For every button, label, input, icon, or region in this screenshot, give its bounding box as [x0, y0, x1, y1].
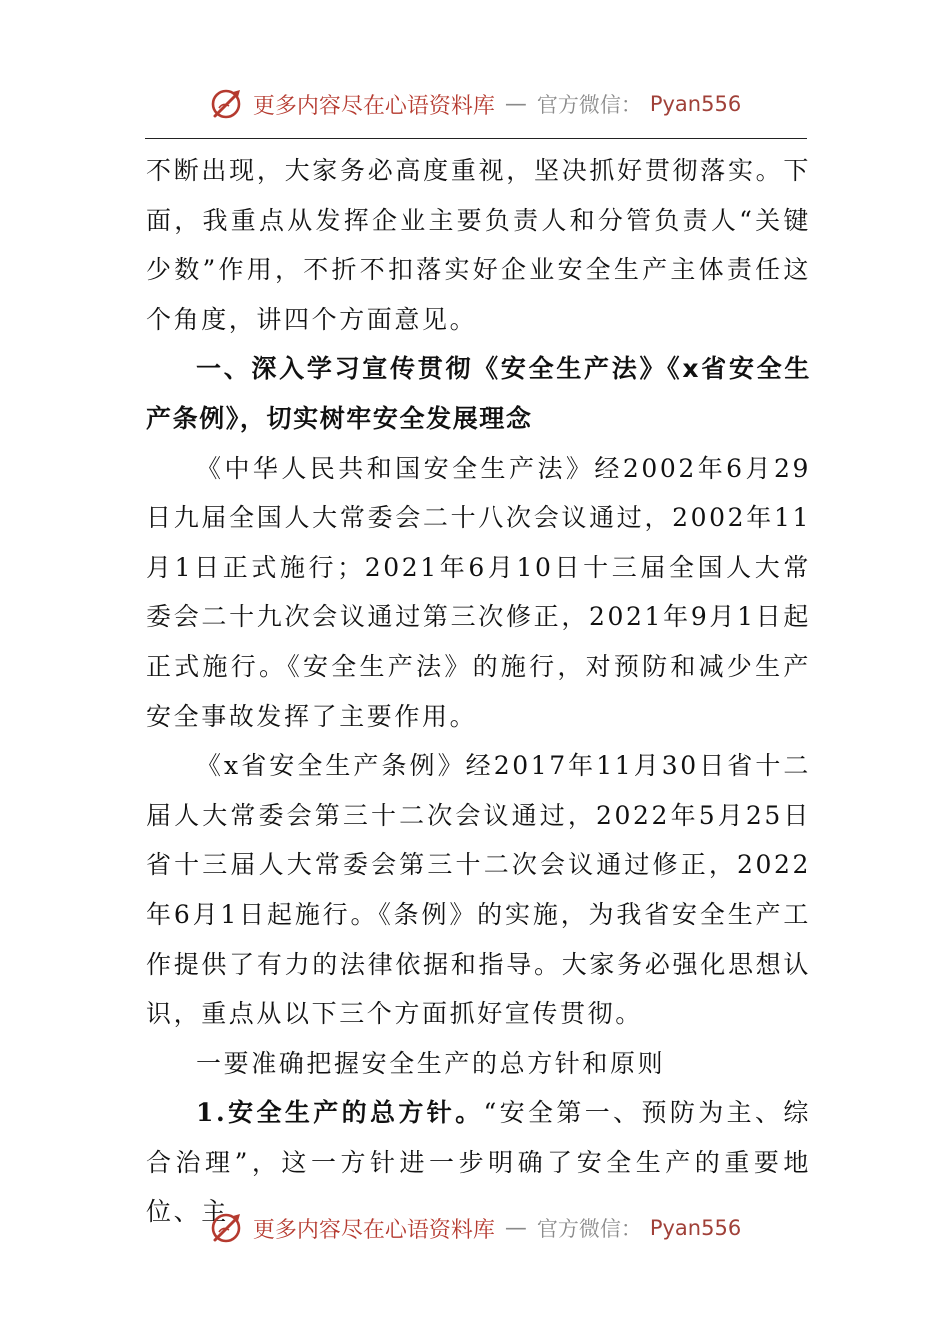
subheading-principles: 一要准确把握安全生产的总方针和原则: [196, 1048, 666, 1078]
paragraph-safety-law: 《中华人民共和国安全生产法》经2002年6月29日九届全国人大常委会二十八次会议通过，2002年11月1日正式施行；2021年6月10日十三届全国人大常委会二十九次会议通过第三次修正，2021年9月1日起正式施行。《安全生产法》的施行，对预防和减少生产安全事故发挥了主要作用。: [146, 453, 811, 731]
watermark-separator: —: [504, 91, 527, 117]
watermark-banner-bottom: [0, 1206, 950, 1250]
header-divider: [145, 138, 807, 139]
watermark-separator: —: [504, 1215, 527, 1241]
watermark-wechat-id: Pyan556: [649, 1216, 742, 1240]
section-heading-1: 一、深入学习宣传贯彻《安全生产法》《x省安全生产条例》，切实树牢安全发展理念: [146, 354, 811, 433]
paragraph-province-regulation: 《x省安全生产条例》经2017年11月30日省十二届人大常委会第三十二次会议通过，2022年5月25日省十三届人大常委会第三十二次会议通过修正，2022年6月1日起施行。《条例》的实施，为我省安全生产工作提供了有力的法律依据和指导。大家务必强化思想认识，重点从以下三个方面抓好宣传贯彻。: [146, 751, 811, 1029]
watermark-official-label: 官方微信：: [536, 93, 642, 117]
watermark-title: 更多内容尽在心语资料库: [252, 1217, 495, 1243]
document-body: [146, 146, 811, 1237]
watermark-banner-top: [0, 82, 950, 126]
watermark-official-label: 官方微信：: [536, 1217, 642, 1241]
watermark-title: 更多内容尽在心语资料库: [252, 93, 495, 119]
item-text-general-policy: “安全第一、预防为主、综合治理”，这一方针进一步明确了安全生产的重要地位、主: [146, 1098, 811, 1227]
pen-logo-icon: [209, 86, 245, 122]
pen-logo-icon: [209, 1210, 245, 1246]
paragraph-intro: 不断出现，大家务必高度重视，坚决抓好贯彻落实。下面，我重点从发挥企业主要负责人和分管负责人“关键少数”作用，不折不扣落实好企业安全生产主体责任这个角度，讲四个方面意见。: [146, 156, 811, 334]
item-title-general-policy: 1.安全生产的总方针。: [196, 1098, 484, 1128]
watermark-wechat-id: Pyan556: [649, 92, 742, 116]
